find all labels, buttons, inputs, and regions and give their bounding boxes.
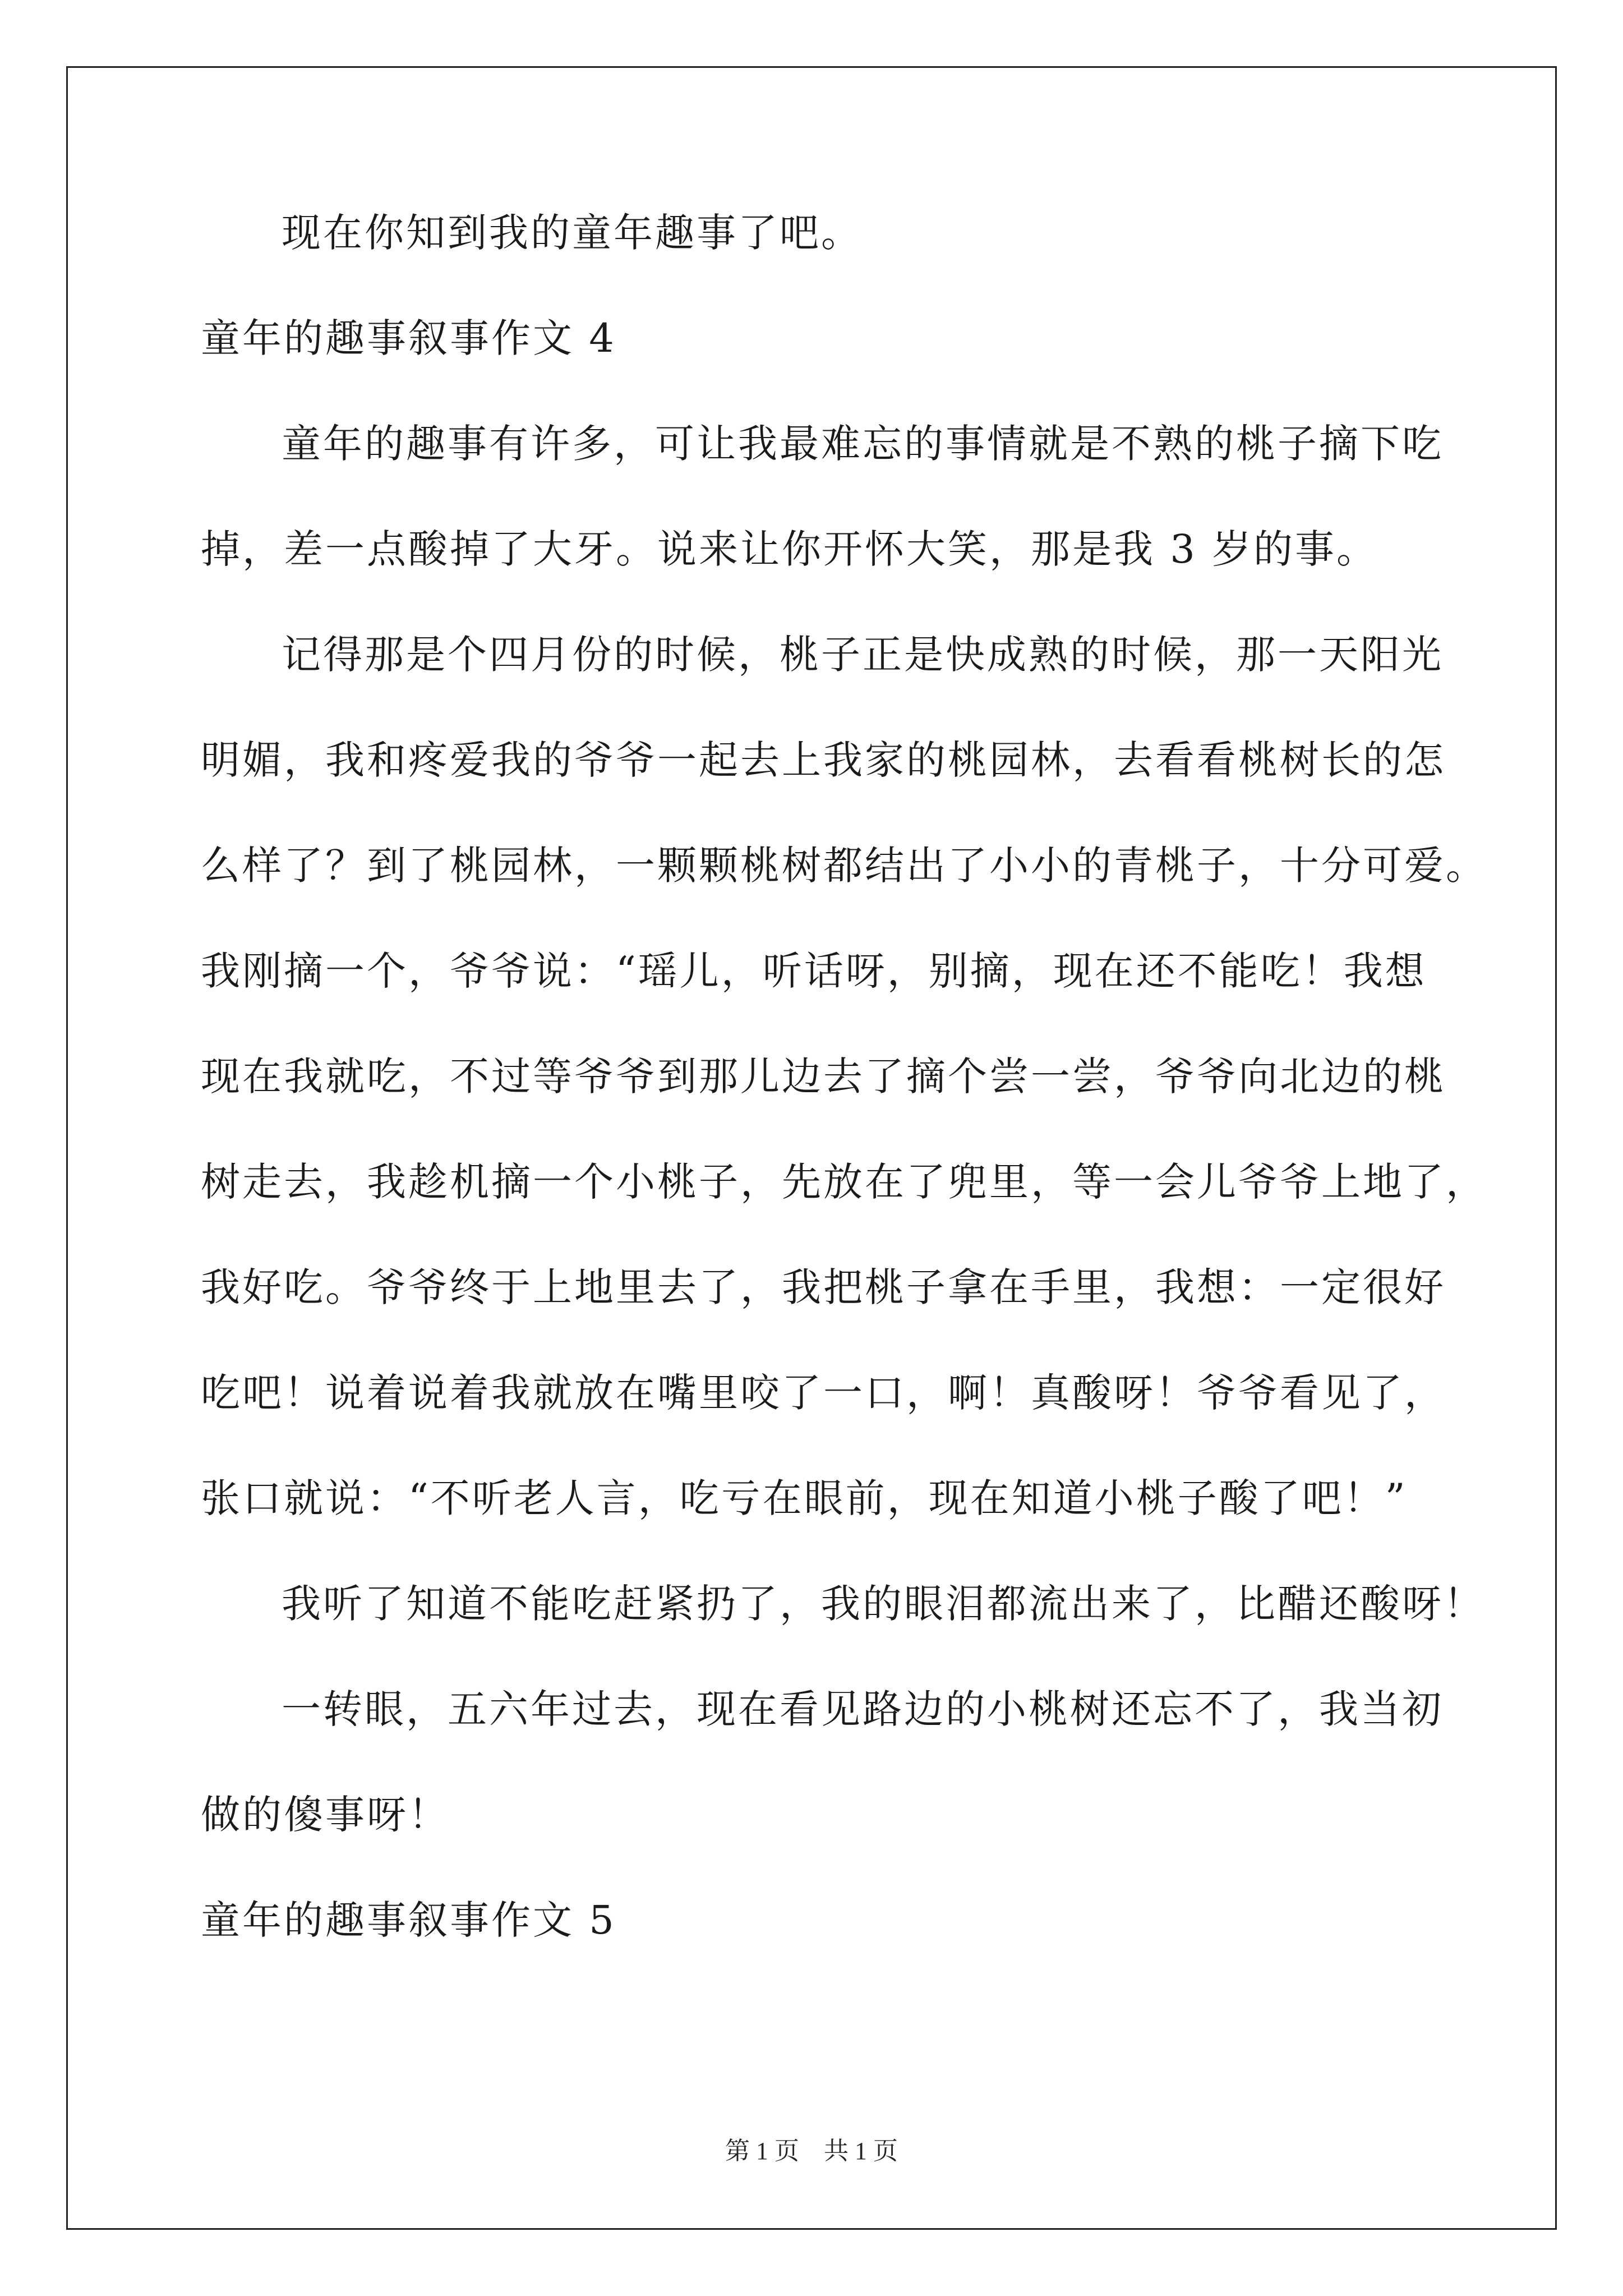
paragraph-line: 做的傻事呀！ [201, 1792, 450, 1838]
paragraph-line: 树走去，我趁机摘一个小桃子，先放在了兜里，等一会儿爷爷上地了， [201, 1159, 1487, 1205]
paragraph-line: 现在你知到我的童年趣事了吧。 [282, 210, 863, 256]
paragraph-line: 一转眼，五六年过去，现在看见路边的小桃树还忘不了，我当初 [282, 1686, 1444, 1732]
paragraph-line: 童年的趣事有许多，可让我最难忘的事情就是不熟的桃子摘下吃 [282, 421, 1444, 467]
page-number-footer: 第 1 页 共 1 页 [725, 2137, 898, 2165]
paragraph-line: 我好吃。爷爷终于上地里去了，我把桃子拿在手里，我想：一定很好 [201, 1264, 1446, 1310]
section-heading: 童年的趣事叙事作文 5 [201, 1897, 616, 1943]
paragraph-line: 吃吧！说着说着我就放在嘴里咬了一口，啊！真酸呀！爷爷看见了， [201, 1370, 1446, 1416]
paragraph-line: 记得那是个四月份的时候，桃子正是快成熟的时候，那一天阳光 [282, 632, 1444, 678]
paragraph-line: 我听了知道不能吃赶紧扔了，我的眼泪都流出来了，比醋还酸呀！ [282, 1581, 1485, 1627]
paragraph-line: 我刚摘一个，爷爷说：“瑶儿，听话呀，别摘，现在还不能吃！我想 [201, 948, 1427, 994]
paragraph-line: 现在我就吃，不过等爷爷到那儿边去了摘个尝一尝，爷爷向北边的桃 [201, 1053, 1446, 1099]
paragraph-line: 么样了？到了桃园林，一颗颗桃树都结出了小小的青桃子，十分可爱。 [201, 843, 1487, 889]
paragraph-line: 掉，差一点酸掉了大牙。说来让你开怀大笑，那是我 3 岁的事。 [201, 526, 1378, 572]
paragraph-line: 张口就说：“不听老人言，吃亏在眼前，现在知道小桃子酸了吧！” [201, 1475, 1408, 1521]
section-heading: 童年的趣事叙事作文 4 [201, 315, 616, 361]
paragraph-line: 明媚，我和疼爱我的爷爷一起去上我家的桃园林，去看看桃树长的怎 [201, 737, 1446, 783]
